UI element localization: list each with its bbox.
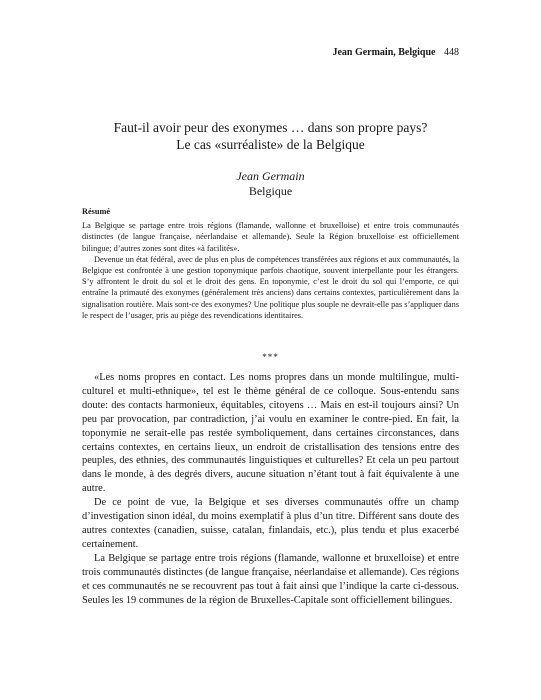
abstract-paragraph: La Belgique se partage entre trois régions (flamande, wallonne et bruxelloise) et entre trois communautés distinctes (de langue française, néerlandaise et allemande). Seule la Région bruxelloise est officiellement bilingue; d’autres zones sont dites «à facilités». — [82, 221, 459, 253]
abstract-heading: Résumé — [82, 207, 111, 216]
body-text — [82, 371, 459, 607]
author-block — [82, 169, 459, 199]
running-head-author: Jean Germain, Belgique — [332, 47, 436, 58]
author-name: Jean Germain — [236, 169, 305, 183]
body-paragraph: La Belgique se partage entre trois régions (flamande, wallonne et bruxelloise) et entre trois communautés distinctes (de langue française, néerlandaise et allemande). Ces régions et ces communautés ne se recouvrent pas tout à fait ainsi que l’indique la carte ci-dessous. Seules les 19 communes de la région de Bruxelles-Capitale sont officiellement bilingues. — [82, 552, 459, 606]
section-separator: *** — [262, 352, 279, 362]
title-line-1: Faut-il avoir peur des exonymes … dans son propre pays? — [113, 120, 428, 135]
abstract-paragraph: Devenue un état fédéral, avec de plus en plus de compétences transférées aux régions et aux communautés, la Belgique est confrontée à une gestion toponymique parfois chaotique, souvent interpellante pour les étrangers. S’y affrontent le droit du sol et le droit des gens. En toponymie, c’est le droit du sol qui l’emporte, ce qui entraîne la primauté des exonymes (généralement très anciens) dans certains contextes, particulièrement dans la signalisation routière. Mais sont-ce des exonymes? Une politique plus souple ne devrait-elle pas s’appliquer dans le respect de l’usager, pris au piège des revendications identitaires. — [82, 254, 459, 320]
paper-title — [82, 119, 459, 153]
author-country: Belgique — [248, 184, 293, 198]
running-head — [332, 47, 459, 58]
page-number: 448 — [444, 47, 459, 58]
abstract — [82, 206, 459, 321]
body-paragraph: «Les noms propres en contact. Les noms propres dans un monde multilingue, multi-culturel et multi-ethnique», tel est le thème général de ce colloque. Sous-entendu sans doute: des contacts harmonieux, équitables, citoyens … Mais en est-il toujours ainsi? Un peu par provocation, par contradiction, j’ai voulu en examiner le contre-pied. En fait, la toponymie ne serait-elle pas restée symboliquement, dans certaines circonstances, dans certains contextes, en certains lieux, un endroit de cristallisation des tensions entre des peuples, des ethnies, des communautés linguistiques et culturelles? Et cela un peu partout dans le monde, à des degrés divers, aucune situation n’étant tout à fait équivalente à une autre. — [82, 372, 459, 495]
body-paragraph: De ce point de vue, la Belgique et ses diverses communautés offre un champ d’investigation sinon idéal, du moins exemplatif à plus d’un titre. Différent sans doute des autres contextes (canadien, suisse, catalan, finlandais, etc.), plus tendu et plus exacerbé certainement. — [82, 497, 459, 550]
title-line-2: Le cas «surréaliste» de la Belgique — [176, 137, 365, 152]
